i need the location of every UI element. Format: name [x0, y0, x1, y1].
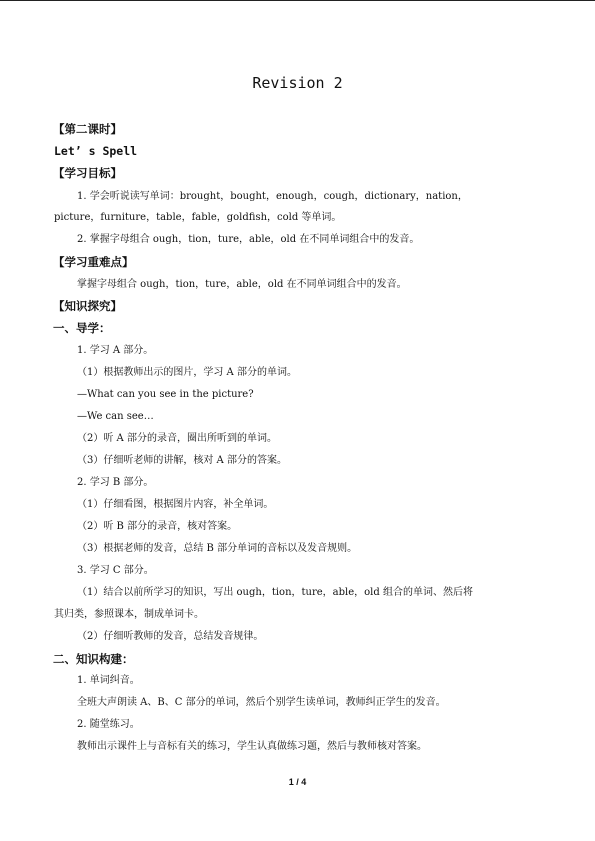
- heading-part-1: 一、导学：: [53, 321, 111, 335]
- goal-2: 2. 掌握字母组合 ough，tion，ture，able，old 在不同单词组合中的发音。: [77, 234, 420, 245]
- page-number: 1 / 4: [288, 777, 307, 787]
- step-3: 3. 学习 C 部分。: [77, 565, 154, 576]
- step-3-1-line-2: 其归类，参照课本，制成单词卡。: [54, 609, 204, 620]
- dialog-answer: —We can see…: [77, 411, 154, 422]
- step-3-1-line-1: （1）结合以前所学习的知识，写出 ough，tion，ture，able，old 组合的单词、然后将: [77, 587, 473, 598]
- step-2-1: （1）仔细看图，根据图片内容，补全单词。: [77, 499, 274, 510]
- top-rule: [0, 0, 595, 1]
- heading-key-points: 【学习重难点】: [53, 255, 134, 269]
- heading-part-2: 二、知识构建：: [53, 652, 134, 666]
- step-2: 2. 学习 B 部分。: [77, 477, 154, 488]
- step-3-2: （2）仔细听教师的发音，总结发音规律。: [77, 631, 264, 642]
- build-2: 2. 随堂练习。: [77, 719, 140, 730]
- key-points-text: 掌握字母组合 ough，tion，ture，able，old 在不同单词组合中的发音。: [77, 279, 407, 290]
- goal-1-line-1: 1. 学会听说读写单词：brought，bought，enough，cough，dictionary，nation，: [77, 191, 468, 202]
- heading-lesson: 【第二课时】: [53, 122, 122, 136]
- dialog-question: —What can you see in the picture?: [77, 389, 254, 400]
- step-2-2: （2）听 B 部分的录音，核对答案。: [77, 521, 238, 532]
- lesson-name: Let’ s Spell: [54, 144, 138, 158]
- build-2-text: 教师出示课件上与音标有关的练习，学生认真做练习题，然后与教师核对答案。: [77, 741, 427, 752]
- heading-explore: 【知识探究】: [53, 299, 122, 313]
- step-1-1: （1）根据教师出示的图片，学习 A 部分的单词。: [77, 367, 297, 378]
- build-1: 1. 单词纠音。: [77, 675, 140, 686]
- step-2-3: （3）根据老师的发音，总结 B 部分单词的音标以及发音规则。: [77, 543, 358, 554]
- step-1-2: （2）听 A 部分的录音，圈出所听到的单词。: [77, 433, 277, 444]
- step-1-3: （3）仔细听老师的讲解，核对 A 部分的答案。: [77, 455, 287, 466]
- step-1: 1. 学习 A 部分。: [77, 345, 154, 356]
- heading-goals: 【学习目标】: [53, 166, 122, 180]
- build-1-text: 全班大声朗读 A、B、C 部分的单词，然后个别学生读单词，教师纠正学生的发音。: [77, 697, 446, 708]
- goal-1-line-2: picture，furniture，table，fable，goldfish，cold 等单词。: [54, 212, 342, 223]
- page-title: Revision 2: [252, 74, 343, 92]
